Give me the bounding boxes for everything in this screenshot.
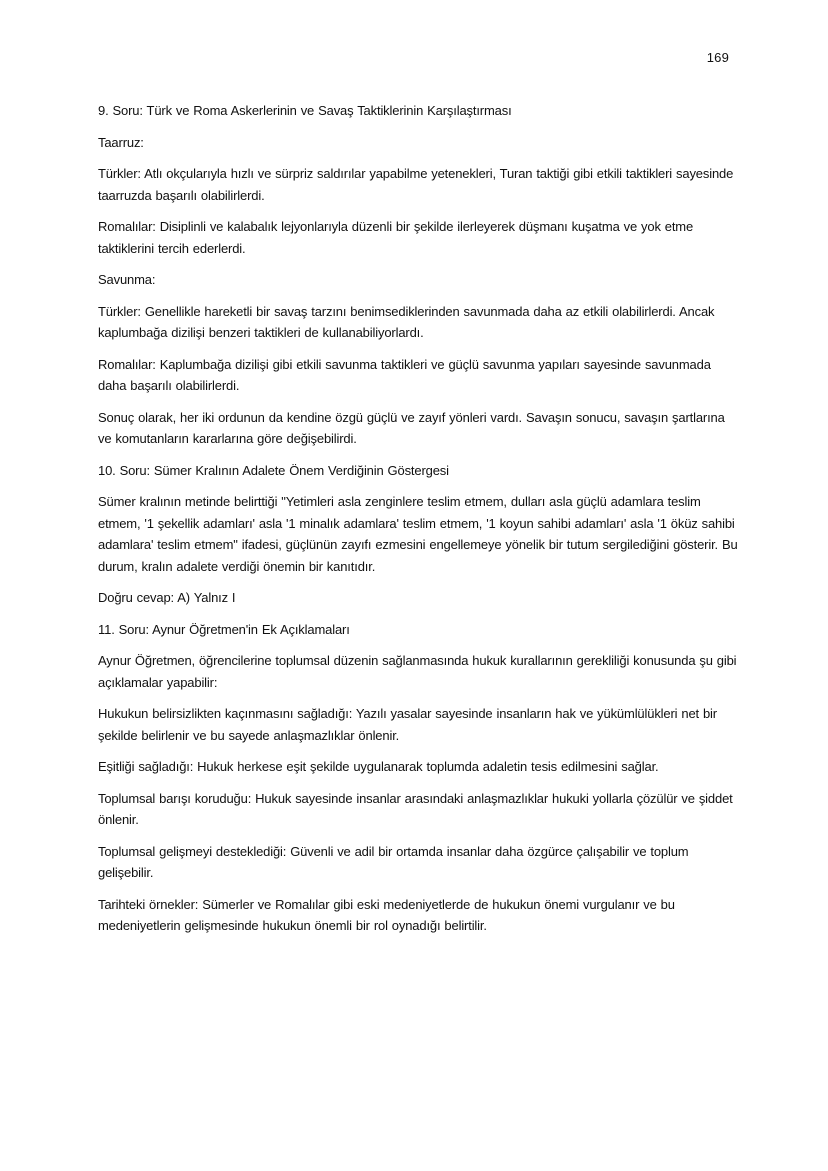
historical-examples-paragraph: Tarihteki örnekler: Sümerler ve Romalılar gibi eski medeniyetlerde de hukukun önemi vurgulanır ve bu medeniyetlerin gelişmesinde hukukun önemli bir rol oynadığı belirtilir. (98, 896, 675, 933)
turks-defense-paragraph: Türkler: Genellikle hareketli bir savaş tarzını benimsediklerinden savunmada daha az etkili olabilirlerdi. Ancak kaplumbağa dizilişi benzeri taktikleri de kullanabiliyorlardı. (98, 303, 715, 340)
question-10-heading: 10. Soru: Sümer Kralının Adalete Önem Verdiğinin Göstergesi (98, 462, 449, 478)
legal-certainty-paragraph: Hukukun belirsizlikten kaçınmasını sağladığı: Yazılı yasalar sayesinde insanların hak ve yükümlülükleri net bir şekilde belirlenir ve bu sayede anlaşmazlıklar önlenir. (98, 706, 717, 743)
romans-offense-paragraph: Romalılar: Disiplinli ve kalabalık lejyonlarıyla düzenli bir şekilde ilerleyerek düşmanı kuşatma ve yok etme taktiklerini tercih ederlerdi. (98, 219, 694, 256)
turks-offense-paragraph: Türkler: Atlı okçularıyla hızlı ve sürpriz saldırılar yapabilme yetenekleri, Turan taktiği gibi etkili taktikleri sayesinde taarruzda başarılı olabilirlerdi. (98, 166, 734, 203)
conclusion-paragraph: Sonuç olarak, her iki ordunun da kendine özgü güçlü ve zayıf yönleri vardı. Savaşın sonucu, savaşın şartlarına ve komutanların kararlarına göre değişebilirdi. (98, 409, 725, 446)
equality-paragraph: Eşitliği sağladığı: Hukuk herkese eşit şekilde uygulanarak toplumda adaletin tesis edilmesini sağlar. (98, 759, 659, 774)
offense-subheading: Taarruz: (98, 134, 144, 150)
sumer-king-paragraph: Sümer kralının metinde belirttiği "Yetimleri asla zenginlere teslim etmem, dulları asla güçlü adamlara teslim etmem, '1 şekellik adamları' asla '1 minalık adamlara' teslim etmem, '1 koyun sahibi adamları' asla '1 öküz sahibi adamlara' teslim etmem" ifadesi, güçlünün zayıfı ezmesini engellemeye yönelik bir tutum sergilediğini gösterir. Bu durum, kralın adalete verdiği önemin bir kanıtıdır. (98, 494, 738, 574)
teacher-intro-paragraph: Aynur Öğretmen, öğrencilerine toplumsal düzenin sağlanmasında hukuk kurallarının gerekliliği konusunda şu gibi açıklamalar yapabilir: (98, 653, 737, 690)
social-development-paragraph: Toplumsal gelişmeyi desteklediği: Güvenli ve adil bir ortamda insanlar daha özgürce çalışabilir ve toplum gelişebilir. (98, 843, 689, 880)
correct-answer: Doğru cevap: A) Yalnız I (98, 590, 236, 605)
page-number: 169 (706, 50, 729, 65)
romans-defense-paragraph: Romalılar: Kaplumbağa dizilişi gibi etkili savunma taktikleri ve güçlü savunma yapıları sayesinde savunmada daha başarılı olabilirlerdi. (98, 356, 711, 393)
defense-subheading: Savunma: (98, 272, 156, 287)
document-body (98, 100, 738, 947)
social-peace-paragraph: Toplumsal barışı koruduğu: Hukuk sayesinde insanlar arasındaki anlaşmazlıklar hukuki yollarla çözülür ve şiddet önlenir. (98, 790, 733, 827)
question-11-heading: 11. Soru: Aynur Öğretmen'in Ek Açıklamaları (98, 621, 350, 637)
question-9-heading: 9. Soru: Türk ve Roma Askerlerinin ve Savaş Taktiklerinin Karşılaştırması (98, 103, 512, 118)
